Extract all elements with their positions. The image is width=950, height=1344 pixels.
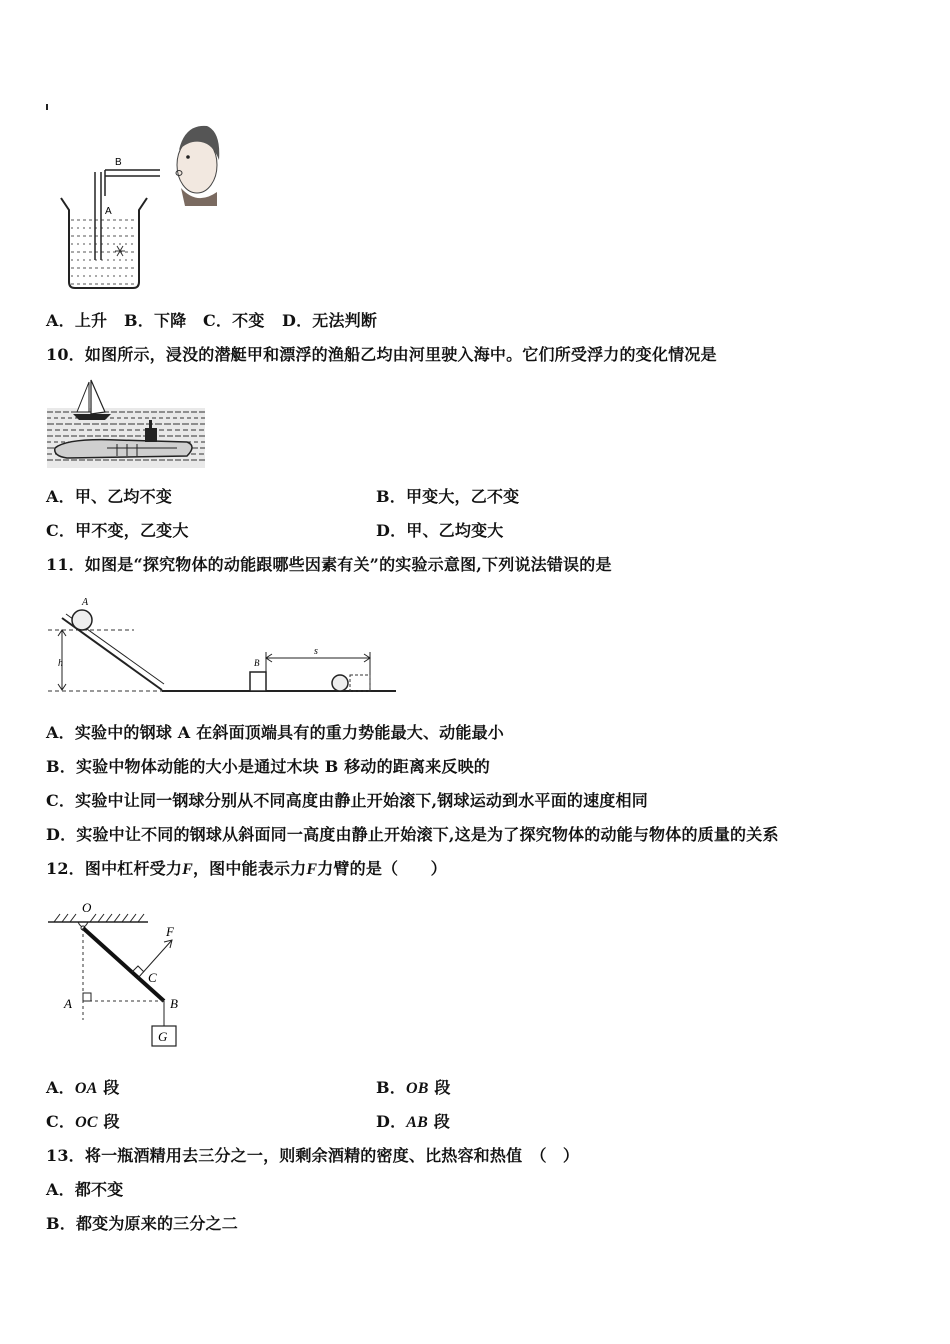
q12-label-c: C: [148, 970, 157, 985]
q10-option-a: [46, 487, 172, 507]
q13-stem: 13．将一瓶酒精用去三分之一，则剩余酒精的密度、比热容和热值 （ ）: [46, 1146, 580, 1165]
q9-label-b: B: [115, 157, 122, 168]
stray-mark: [46, 104, 48, 110]
q10-option-c-label: C．: [46, 521, 76, 540]
q12-option-d-seg: AB: [406, 1114, 429, 1131]
q11-figure: [44, 592, 399, 702]
q9-option-c-label: C．: [203, 311, 233, 330]
q12-label-f: F: [166, 924, 174, 939]
q11-option-a-label: A．: [46, 723, 75, 742]
q12-stem-suffix: 力臂的是（ ）: [317, 859, 447, 878]
q9-option-d-label: D．: [282, 311, 313, 330]
q11-label-s: s: [314, 646, 318, 657]
q10-option-b-text: 甲变大，乙不变: [405, 487, 520, 506]
q12-label-o: O: [82, 900, 92, 915]
q12-option-b: [376, 1078, 451, 1099]
q11-option-c: [46, 791, 648, 811]
q11-label-a: A: [82, 597, 89, 608]
q12-option-d-unit: 段: [428, 1112, 451, 1131]
q12-option-d-label: D．: [376, 1112, 407, 1131]
q12-option-b-seg: OB: [405, 1080, 429, 1097]
q11-label-b: B: [254, 658, 260, 668]
q12-stem-prefix: 12．图中杠杆受力: [46, 859, 183, 878]
q11-option-a: [46, 723, 504, 743]
q13-option-a: [46, 1180, 123, 1200]
q12-stem-mid: ，图中能表示力: [192, 859, 307, 878]
q12-option-c-seg: OC: [75, 1114, 98, 1131]
q12-stem-f1: F: [182, 861, 193, 878]
q13-option-a-label: A．: [46, 1180, 75, 1199]
q11-option-b-label: B．: [46, 757, 76, 776]
q9-option-c: [203, 311, 265, 331]
q9-label-a: A: [105, 206, 112, 217]
q9-option-d: [282, 311, 377, 331]
q12-stem-f2: F: [306, 861, 318, 878]
q12-label-g: G: [158, 1029, 168, 1044]
q9-option-b: [124, 311, 186, 331]
q9-option-a-label: A．: [46, 311, 75, 330]
q11-option-b: [46, 757, 490, 777]
q12-option-c-label: C．: [46, 1112, 76, 1131]
q10-option-c: [46, 521, 189, 541]
q12-option-c: [46, 1112, 120, 1133]
q12-option-a-label: A．: [46, 1078, 75, 1097]
q11-option-b-text: 实验中物体动能的大小是通过木块 B 移动的距离来反映的: [75, 757, 491, 776]
q9-option-b-label: B．: [124, 311, 154, 330]
q10-option-b: [376, 487, 519, 507]
q10-option-d-label: D．: [376, 521, 407, 540]
q12-option-b-unit: 段: [428, 1078, 451, 1097]
q10-stem: 10．如图所示，浸没的潜艇甲和漂浮的渔船乙均由河里驶入海中。它们所受浮力的变化情况是: [46, 345, 717, 364]
q10-option-a-text: 甲、乙均不变: [74, 487, 173, 506]
q10-option-c-text: 甲不变，乙变大: [75, 521, 189, 540]
q9-option-a-text: 上升: [74, 311, 108, 330]
q11-option-d-text: 实验中让不同的钢球从斜面同一高度由静止开始滚下,这是为了探究物体的动能与物体的质量的关系: [76, 825, 779, 844]
q13-option-b: [46, 1214, 238, 1234]
q12-option-b-label: B．: [376, 1078, 406, 1097]
q12-option-c-unit: 段: [97, 1112, 120, 1131]
q10-option-d: [376, 521, 503, 541]
q10-option-b-label: B．: [376, 487, 406, 506]
q12-option-a-seg: OA: [74, 1080, 98, 1097]
q12-label-a: A: [64, 996, 72, 1011]
q11-option-c-label: C．: [46, 791, 76, 810]
q13-option-b-label: B．: [46, 1214, 76, 1233]
q12-option-a-unit: 段: [97, 1078, 120, 1097]
q13-option-a-text: 都不变: [74, 1180, 124, 1199]
q11-stem: 11．如图是“探究物体的动能跟哪些因素有关”的实验示意图,下列说法错误的是: [46, 555, 612, 574]
q9-option-b-text: 下降: [153, 311, 187, 330]
q10-figure: [47, 378, 205, 470]
q9-option-c-text: 不变: [232, 311, 265, 330]
q9-option-d-text: 无法判断: [312, 311, 378, 330]
q9-option-a: [46, 311, 107, 331]
q12-figure: [46, 898, 206, 1053]
q12-stem: [46, 859, 447, 880]
q12-label-b: B: [170, 996, 178, 1011]
q11-label-h: h: [58, 658, 63, 669]
q13-option-b-text: 都变为原来的三分之二: [75, 1214, 238, 1233]
q11-option-d-label: D．: [46, 825, 77, 844]
q12-option-a: [46, 1078, 119, 1099]
q11-option-a-text: 实验中的钢球 A 在斜面顶端具有的重力势能最大、动能最小: [74, 723, 504, 742]
q12-option-d: [376, 1112, 450, 1133]
q10-option-d-text: 甲、乙均变大: [406, 521, 504, 540]
q9-figure: [55, 110, 220, 295]
q10-option-a-label: A．: [46, 487, 75, 506]
q11-option-c-text: 实验中让同一钢球分别从不同高度由静止开始滚下,钢球运动到水平面的速度相同: [75, 791, 648, 810]
q11-option-d: [46, 825, 779, 845]
